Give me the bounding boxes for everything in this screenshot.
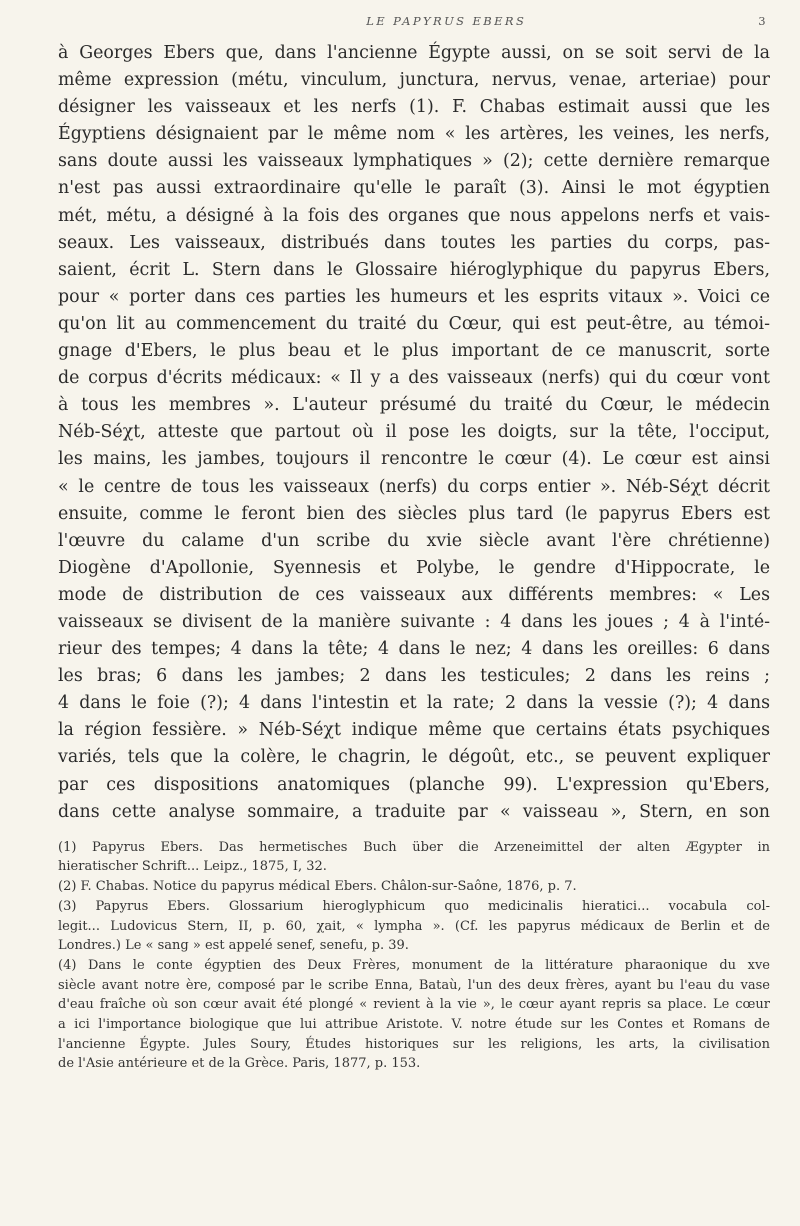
body-line: les mains, les jambes, toujours il rencontre le cœur (4). Le cœur est ainsi [58,449,770,470]
body-line: sans doute aussi les vaisseaux lymphatiques » (2); cette dernière remarque [58,151,770,172]
page-number: 3 [758,14,768,28]
body-line: variés, tels que la colère, le chagrin, le dégoût, etc., se peuvent expliquer [58,747,770,768]
body-line: à Georges Ebers que, dans l'ancienne Égypte aussi, on se soit servi de la [58,43,770,63]
footnote-line: (2) F. Chabas. Notice du papyrus médical Ebers. Châlon-sur-Saône, 1876, p. 7. [58,879,577,895]
footnote-line: d'eau fraîche où son cœur avait été plongé « revient à la vie », le cœur ayant repris sa place. Le cœur [58,997,770,1013]
footnote-line: (4) Dans le conte égyptien des Deux Frères, monument de la littérature pharaonique du xve [58,957,770,973]
body-line: n'est pas aussi extraordinaire qu'elle le paraît (3). Ainsi le mot égyptien [58,178,770,199]
body-line: dans cette analyse sommaire, a traduite par « vaisseau », Stern, en son [58,801,770,822]
body-line: rieur des tempes; 4 dans la tête; 4 dans le nez; 4 dans les oreilles: 6 dans [58,639,770,660]
body-line: vaisseaux se divisent de la manière suivante : 4 dans les joues ; 4 à l'inté- [58,611,770,632]
running-title: LE PAPYRUS EBERS [366,14,527,28]
footnotes [58,838,770,1074]
body-line: mode de distribution de ces vaisseaux aux différents membres: « Les [58,584,770,605]
footnote-line: a ici l'importance biologique que lui attribue Aristote. V. notre étude sur les Contes et Romans de [58,1017,770,1033]
footnote-line: hieratischer Schrift... Leipz., 1875, I, 32. [58,859,327,875]
body-line: saient, écrit L. Stern dans le Glossaire hiéroglyphique du papyrus Ebers, [58,259,770,280]
body-line: 4 dans le foie (?); 4 dans l'intestin et la rate; 2 dans la vessie (?); 4 dans [58,693,770,714]
body-line: de corpus d'écrits médicaux: « Il y a des vaisseaux (nerfs) qui du cœur vont [58,368,770,389]
body-line: la région fessière. » Néb-Séχt indique même que certains états psychiques [58,720,770,741]
document-page [58,14,770,1074]
body-line: l'œuvre du calame d'un scribe du xvie siècle avant l'ère chrétienne) [58,530,770,551]
body-line: pour « porter dans ces parties les humeurs et les esprits vitaux ». Voici ce [58,286,770,307]
footnote-line: Londres.) Le « sang » est appelé senef, senefu, p. 39. [58,938,409,954]
body-line: qu'on lit au commencement du traité du Cœur, qui est peut-être, au témoi- [58,313,770,334]
footnote-line: siècle avant notre ère, composé par le scribe Enna, Bataù, l'un des deux frères, ayant bu l'eau du vase [58,977,770,993]
body-line: à tous les membres ». L'auteur présumé du traité du Cœur, le médecin [58,395,770,416]
running-head [58,14,770,32]
footnote-line: (3) Papyrus Ebers. Glossarium hieroglyphicum quo medicinalis hieratici... vocabula col- [58,898,770,914]
footnote-line: legit... Ludovicus Stern, II, p. 60, χait, « lympha ». (Cf. les papyrus médicaux de Berlin et de [58,918,770,934]
footnote-line: (1) Papyrus Ebers. Das hermetisches Buch über die Arzeneimittel der alten Ægypter in [58,839,770,855]
body-line: les bras; 6 dans les jambes; 2 dans les testicules; 2 dans les reins ; [58,666,770,687]
body-line: Néb-Séχt, atteste que partout où il pose les doigts, sur la tête, l'occiput, [58,422,770,443]
body-text [58,40,770,826]
footnote-line: de l'Asie antérieure et de la Grèce. Paris, 1877, p. 153. [58,1056,421,1072]
body-line: même expression (métu, vinculum, junctura, nervus, venae, arteriae) pour [58,70,770,91]
footnote-line: l'ancienne Égypte. Jules Soury, Études historiques sur les religions, les arts, la civilisation [58,1036,770,1052]
body-line: désigner les vaisseaux et les nerfs (1). F. Chabas estimait aussi que les [58,97,770,118]
body-line: seaux. Les vaisseaux, distribués dans toutes les parties du corps, pas- [58,232,770,253]
body-line: gnage d'Ebers, le plus beau et le plus important de ce manuscrit, sorte [58,341,770,362]
body-line: ensuite, comme le feront bien des siècles plus tard (le papyrus Ebers est [58,503,770,524]
body-line: Égyptiens désignaient par le même nom « les artères, les veines, les nerfs, [58,124,770,145]
body-line: Diogène d'Apollonie, Syennesis et Polybe, le gendre d'Hippocrate, le [58,557,770,578]
body-line: « le centre de tous les vaisseaux (nerfs) du corps entier ». Néb-Séχt décrit [58,476,770,497]
body-line: par ces dispositions anatomiques (planche 99). L'expression qu'Ebers, [58,774,770,795]
body-line: mét, métu, a désigné à la fois des organes que nous appelons nerfs et vais- [58,205,770,226]
